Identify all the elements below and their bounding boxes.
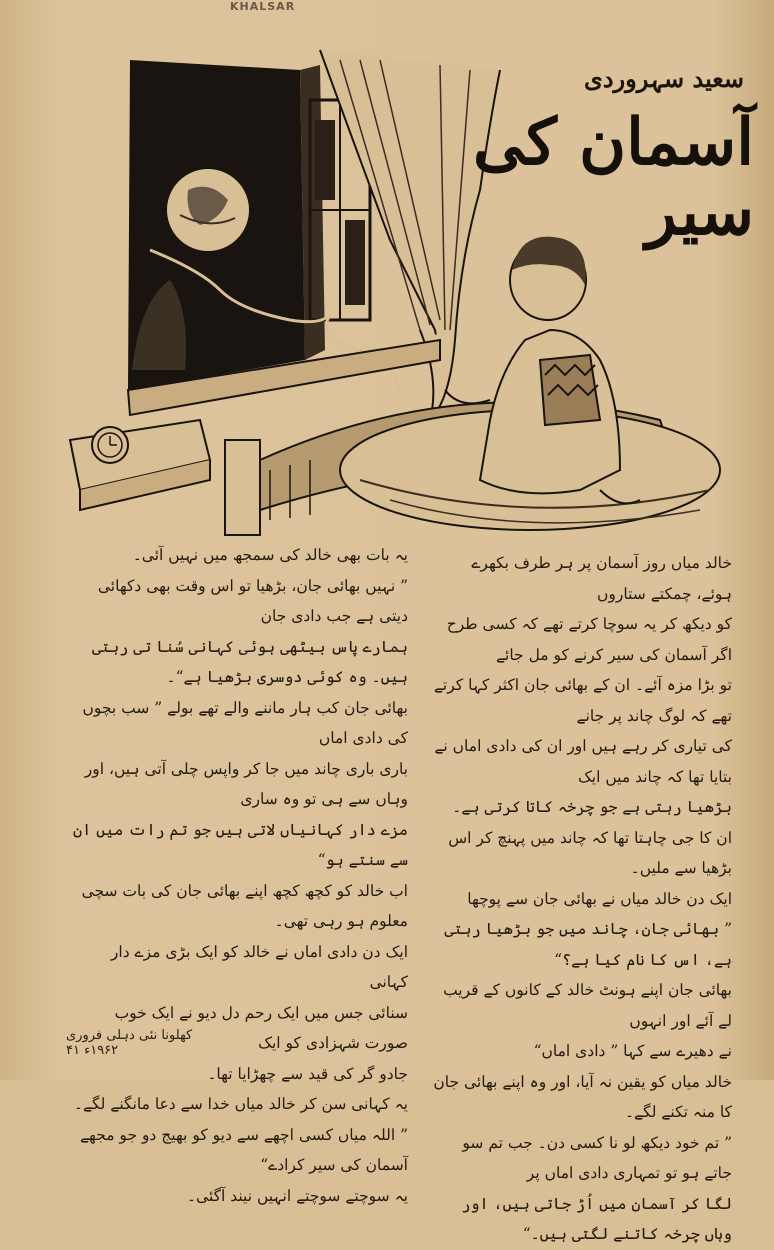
paragraph-line: ایک دن خالد میاں نے بھائی جان سے پوچھا [467,889,732,908]
paragraph-line: خالد میاں کو یقین نہ آیا، اور وہ اپنے بھائی جان کا منہ تکنے لگے۔ [433,1072,732,1121]
paragraph-line: یہ کہانی سن کر خالد میاں خدا سے دعا مانگنے لگے۔ [73,1095,408,1113]
paragraph-line: کو دیکھ کر یہ سوچا کرتے تھے کہ کسی طرح اگر آسمان کی سیر کرنے کو مل جائے [446,615,732,664]
text-column-right [432,548,732,1250]
paragraph-line: ” نہیں بھائی جان، بڑھیا تو اس وقت بھی دکھائی دیتی ہے جب دادی جان [97,576,408,625]
paragraph-line: بھائی جان اپنے ہونٹ خالد کے کانوں کے قریب لے آئے اور انہوں [443,981,732,1030]
text-column-left [70,540,408,1211]
paragraph-line: یہ سوچتے سوچتے انہیں نیند آگئی۔ [186,1186,408,1205]
paragraph-line: بڑھیا رہتی ہے جو چرخہ کاتا کرتی ہے۔ [452,798,732,816]
paragraph-line: ” اللہ میاں کسی اچھے سے دیو کو بھیج دو جو مجھے آسمان کی سیر کرادے“ [79,1125,408,1174]
paragraph-line: لگا کر آسمان میں اُڑ جاتی ہیں، اور وہاں چرخہ کاتنے لگتی ہیں۔“ [461,1194,732,1243]
article-title: آسمان کی سیر [473,105,754,251]
paragraph-line: ” بھائی جان، چاند میں جو بڑھیا رہتی ہے، اس کا نام کیا ہے؟“ [444,920,732,969]
paragraph-line: باری باری چاند میں جا کر واپس چلی آتی ہیں، اور وہاں سے ہی تو وہ ساری [84,759,408,808]
paragraph-line: اب خالد کو کچھ کچھ اپنے بھائی جان کی بات سچی معلوم ہو رہی تھی۔ [81,881,408,930]
paragraph-line: یہ بات بھی خالد کی سمجھ میں نہیں آئی۔ [132,546,408,564]
paragraph-line: خالد میاں روز آسمان پر ہر طرف بکھرے ہوئے، چمکتے ستاروں [471,554,732,603]
paragraph-line: ہمارے پاس بیٹھی ہوئی کہانی سُنا تی رہتی ہیں۔ وہ کوئی دوسری بڑھیا ہے“۔ [91,637,408,686]
paragraph-line: تو بڑا مزہ آئے۔ ان کے بھائی جان اکثر کہا کرتے تھے کہ لوگ چاند پر جانے [433,676,732,725]
paragraph-line: بھائی جان کب ہار ماننے والے تھے بولے ” سب بچوں کی دادی اماں [82,698,408,747]
paragraph-line: ” تم خود دیکھ لو نا کسی دن۔ جب تم سو جاتے ہو تو تمہاری دادی اماں پر [462,1133,732,1182]
paragraph-line: جادو گر کی قید سے چھڑایا تھا۔ [207,1064,408,1083]
paragraph-line: سنائی جس میں ایک رحم دل دیو نے ایک خوب صورت شہزادی کو ایک [114,1003,408,1052]
masthead-text: KHALSAR [230,0,296,12]
paragraph-line: ایک دن دادی اماں نے خالد کو ایک بڑی مزے دار کہانی [110,942,408,991]
author-name: سعید سہروردی [584,64,744,93]
paragraph-line: ان کا جی چاہتا تھا کہ چاند میں پہنچ کر اس بڑھیا سے ملیں۔ [448,828,732,877]
page-footer: کھلونا نئی دہلی فروری ۱۹۶۲ء ۴۱ [66,1028,193,1058]
paragraph-line: مزے دار کہانیاں لاتی ہیں جو تم رات میں ان سے سنتے ہو“ [73,820,408,869]
paragraph-line: کی تیاری کر رہے ہیں اور ان کی دادی اماں نے بتایا تھا کہ چاند میں ایک [434,737,732,786]
paragraph-line: نے دھیرے سے کہا ” دادی اماں“ [533,1042,732,1060]
